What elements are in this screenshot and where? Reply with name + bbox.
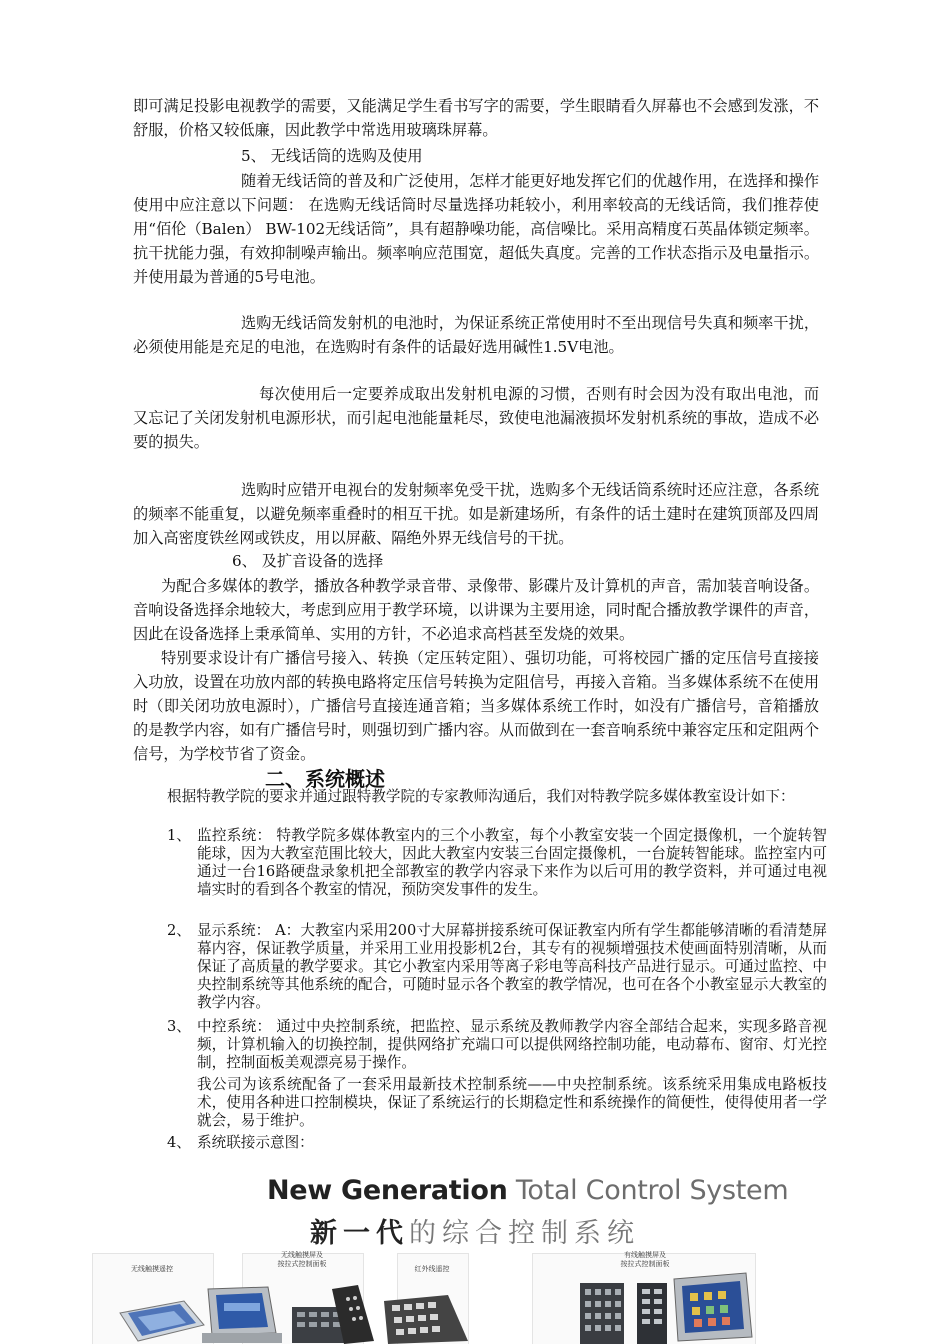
- paragraph-audio: 为配合多媒体的教学，播放各种教学录音带、录像带、影碟片及计算机的声音，需加装音响设备。音响设备选择余地较大，考虑到应用于教学环境，以讲课为主要用途，同时配合播放教学课件的声音，因此在设备选择上秉承简单、实用的方针，不必追求高档甚至发烧的效果。: [133, 577, 819, 643]
- caption-wireless-touchscreen-panel: 无线触摸屏及 按拉式控制面板: [277, 1251, 327, 1268]
- list-number: 3、: [167, 1018, 191, 1035]
- paragraph-frequency: 选购时应错开电视台的发射频率免受干扰，选购多个无线话筒系统时还应注意，各系统的频率不能重复，以避免频率重叠时的相互干扰。如是新建场所，有条件的话土建时在建筑顶部及四周加入高密度铁丝网或铁皮，用以屏蔽、隔绝外界无线信号的干扰。: [133, 481, 819, 547]
- system-diagram: [92, 1165, 858, 1344]
- paragraph-remove-battery: 每次使用后一定要养成取出发射机电源的习惯，否则有时会因为没有取出电池，而又忘记了关闭发射机电源形状，而引起电池能量耗尽，致使电池漏液损坏发射机系统的事故，造成不必要的损失。: [133, 385, 819, 451]
- section-heading: 二、系统概述: [265, 767, 385, 791]
- caption-wireless-touch-remote: 无线触摸遥控: [131, 1265, 173, 1273]
- list-text: 显示系统： A：大教室内采用200寸大屏幕拼接系统可保证教室内所有学生都能够清晰的看清楚屏幕内容，保证教学质量，并采用工业用投影机2台，其专有的视频增强技术使画面特别清晰，从而保证了高质量的教学要求。其它小教室内采用等离子彩电等高科技产品进行显示。可通过监控、中央控制系统等其他系统的配合，可随时显示各个教室的教学情况，也可在各个小教室显示大教室的教学内容。: [197, 922, 827, 1011]
- list-number: 1、: [167, 827, 191, 844]
- wired-panel-device: [580, 1283, 624, 1344]
- list-text: 系统联接示意图：: [197, 1134, 314, 1151]
- wired-panel-device-2: [637, 1283, 667, 1344]
- caption-wired-touchscreen-panel: 有线触摸屏及 按拉式控制面板: [620, 1251, 670, 1268]
- diagram-title-cn-bold: 新一代: [310, 1218, 409, 1249]
- list-number: 2、: [167, 922, 191, 939]
- keypad-remote-device: [384, 1295, 468, 1344]
- device-drawings: [92, 1165, 858, 1344]
- diagram-title-en-bold: New Generation: [267, 1175, 508, 1206]
- touchscreen-device: [202, 1287, 282, 1343]
- subheading-audio: 6、 及扩音设备的选择: [232, 552, 384, 570]
- list-text-extra: 我公司为该系统配备了一套采用最新技术控制系统——中央控制系统。该系统采用集成电路板技术，使用各种进口控制模块，保证了系统运行的长期稳定性和系统操作的简便性，使得使用者一学就会，易于维护。: [197, 1076, 827, 1129]
- wired-touchscreen-device: [674, 1273, 752, 1341]
- section-intro: 根据特教学院的要求并通过跟特教学院的专家教师沟通后，我们对特教学院多媒体教室设计如下：: [167, 788, 795, 805]
- paragraph-screen: 即可满足投影电视教学的需要，又能满足学生看书写字的需要，学生眼睛看久屏幕也不会感到发涨，不舒服，价格又较低廉，因此教学中常选用玻璃珠屏幕。: [133, 97, 819, 139]
- list-number: 4、: [167, 1134, 191, 1151]
- diagram-title-en-light: Total Control System: [515, 1175, 789, 1206]
- paragraph-broadcast: 特别要求设计有广播信号接入、转换（定压转定阻）、强切功能，可将校园广播的定压信号直接接入功放，设置在功放内部的转换电路将定压信号转换为定阻信号，再接入音箱。当多媒体系统不在使用时（即关闭功放电源时），广播信号直接连通音箱；当多媒体系统工作时，如没有广播信号，音箱播放的是教学内容，如有广播信号时，则强切到广播内容。从而做到在一套音响系统中兼容定压和定阻两个信号，为学校节省了资金。: [133, 649, 819, 763]
- paragraph-battery: 选购无线话筒发射机的电池时，为保证系统正常使用时不至出现信号失真和频率干扰，必须使用能是充足的电池，在选购时有条件的话最好选用碱性1.5V电池。: [133, 314, 819, 356]
- paragraph-wireless-mic: 随着无线话筒的普及和广泛使用，怎样才能更好地发挥它们的优越作用，在选择和操作使用中应注意以下问题： 在选购无线话筒时尽量选择功耗较小，利用率较高的无线话筒，我们推荐使用“佰伦（Balen） BW-102无线话筒”，具有超静噪功能，高信噪比。采用高精度石英晶体锁定频率。抗干扰能力强，有效抑制噪声输出。频率响应范围宽，超低失真度。完善的工作状态指示及电量指示。并使用最为普通的5号电池。: [133, 172, 819, 286]
- diagram-title-cn-light: 的综合控制系统: [409, 1218, 640, 1249]
- subheading-wireless-mic: 5、 无线话筒的选购及使用: [241, 147, 423, 165]
- list-text: 监控系统： 特教学院多媒体教室内的三个小教室，每个小教室安装一个固定摄像机，一个旋转智能球，因为大教室范围比较大，因此大教室内安装三台固定摄像机，一台旋转智能球。监控室内可通过一台16路硬盘录象机把全部教室的教学内容录下来作为以后可用的教学资料，并可通过电视墙实时的看到各个教室的情况，预防突发事件的发生。: [197, 827, 827, 898]
- list-text: 中控系统： 通过中央控制系统，把监控、显示系统及教师教学内容全部结合起来，实现多路音视频，计算机输入的切换控制，提供网络扩充端口可以提供网络控制功能，电动幕布、窗帘、灯光控制，控制面板美观漂亮易于操作。: [197, 1018, 827, 1071]
- caption-infrared-remote: 红外线遥控: [414, 1265, 450, 1273]
- touch-remote-device: [120, 1301, 204, 1341]
